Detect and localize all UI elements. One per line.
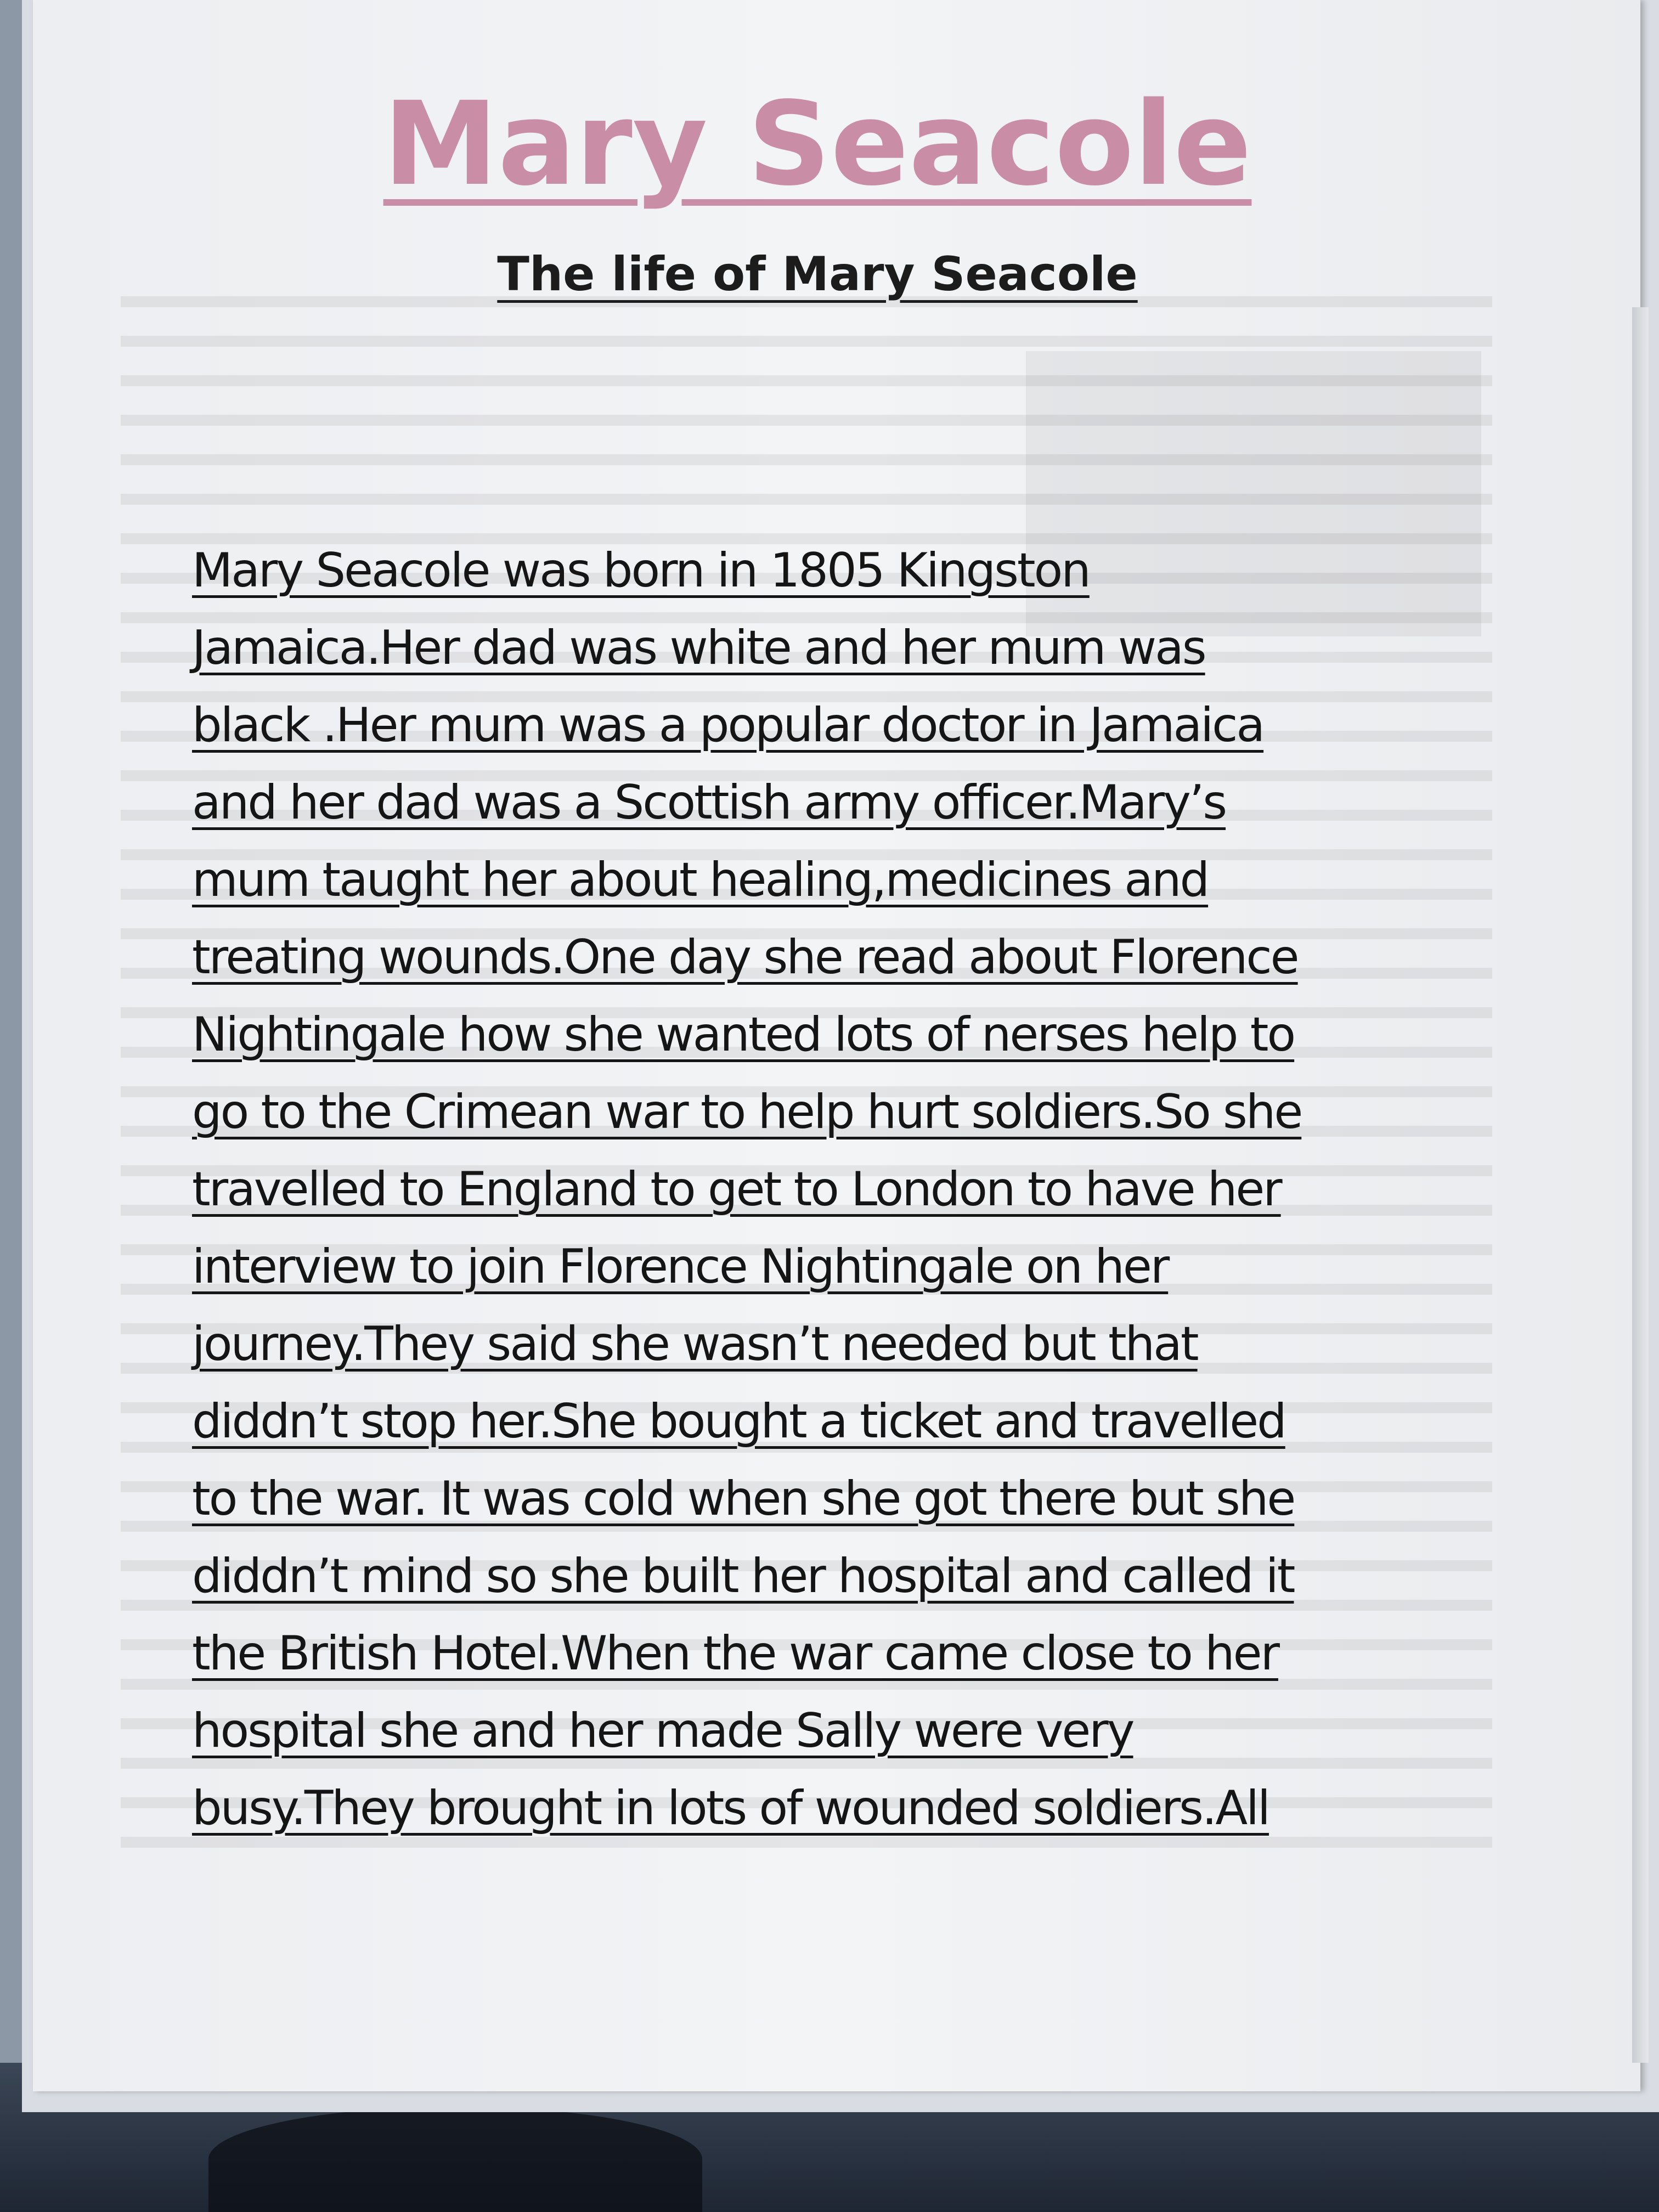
- shadow: [208, 2107, 702, 2212]
- text-line: [192, 919, 1454, 996]
- text-line: [192, 1383, 1454, 1460]
- text-line-content: Nightingale how she wanted lots of nerses help to: [192, 1007, 1295, 1062]
- page-title-text: Mary Seacole: [383, 77, 1252, 211]
- text-line: [192, 842, 1454, 919]
- text-line-content: the British Hotel.When the war came close to her: [192, 1626, 1278, 1681]
- body-paragraph: [192, 532, 1454, 1847]
- text-line-content: diddn’t mind so she built her hospital and called it: [192, 1549, 1294, 1604]
- text-line-content: and her dad was a Scottish army officer.Mary’s: [192, 775, 1226, 830]
- text-line-content: busy.They brought in lots of wounded soldiers.All: [192, 1781, 1269, 1836]
- page-subtitle: [33, 247, 1602, 302]
- page-edge: [1632, 307, 1649, 2063]
- text-line: [192, 1228, 1454, 1306]
- page-title: [33, 77, 1602, 211]
- document-page: [33, 0, 1640, 2091]
- text-line: [192, 1151, 1454, 1228]
- text-line-content: black .Her mum was a popular doctor in Jamaica: [192, 698, 1264, 753]
- text-line-content: interview to join Florence Nightingale on her: [192, 1239, 1169, 1294]
- text-line-content: mum taught her about healing,medicines and: [192, 853, 1209, 907]
- text-line: [192, 610, 1454, 687]
- text-line: [192, 1615, 1454, 1692]
- text-line-content: travelled to England to get to London to have her: [192, 1162, 1281, 1217]
- text-line-content: go to the Crimean war to help hurt soldiers.So she: [192, 1085, 1302, 1139]
- text-line-content: diddn’t stop her.She bought a ticket and travelled: [192, 1394, 1285, 1449]
- text-line: [192, 687, 1454, 764]
- text-line: [192, 1770, 1454, 1847]
- text-line: [192, 764, 1454, 842]
- text-line: [192, 996, 1454, 1074]
- text-line: [192, 1306, 1454, 1383]
- text-line: [192, 532, 1454, 610]
- text-line: [192, 1692, 1454, 1770]
- text-line: [192, 1538, 1454, 1615]
- text-line-content: treating wounds.One day she read about Florence: [192, 930, 1298, 985]
- text-line-content: Jamaica.Her dad was white and her mum was: [192, 620, 1205, 675]
- text-line: [192, 1460, 1454, 1538]
- text-line: [192, 1074, 1454, 1151]
- text-line-content: journey.They said she wasn’t needed but that: [192, 1317, 1198, 1372]
- text-line-content: to the war. It was cold when she got there but she: [192, 1471, 1295, 1526]
- text-line-content: Mary Seacole was born in 1805 Kingston: [192, 543, 1090, 598]
- page-subtitle-text: The life of Mary Seacole: [497, 247, 1138, 302]
- text-line-content: hospital she and her made Sally were very: [192, 1703, 1133, 1758]
